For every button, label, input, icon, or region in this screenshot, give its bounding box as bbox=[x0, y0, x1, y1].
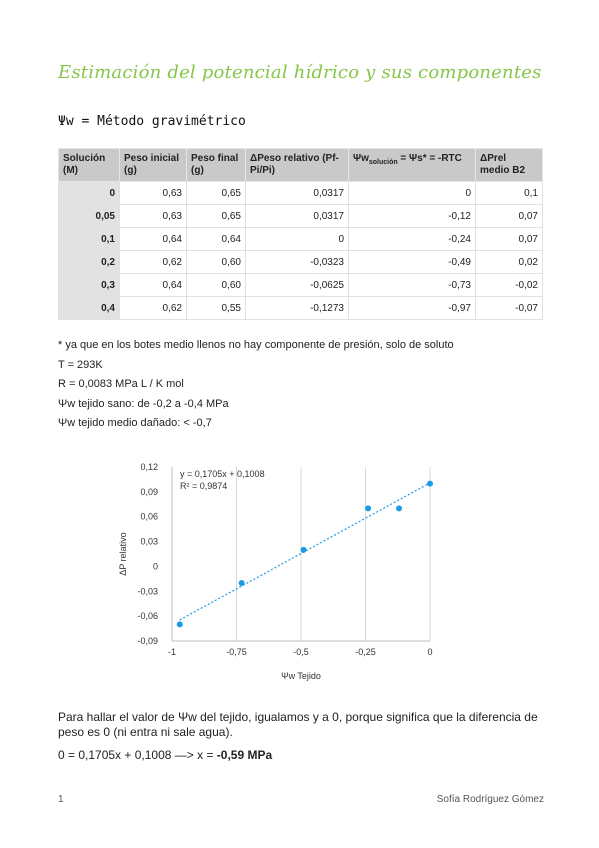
table-cell: 0,64 bbox=[187, 228, 246, 251]
y-tick-label: -0,03 bbox=[137, 586, 158, 597]
table-cell: -0,24 bbox=[349, 228, 476, 251]
data-table bbox=[58, 148, 543, 320]
data-point bbox=[177, 621, 183, 627]
header-peso-final: Peso final (g) bbox=[187, 149, 246, 182]
chart-annotation: R² = 0,9874 bbox=[180, 481, 228, 491]
table-cell: 0,3 bbox=[59, 274, 120, 297]
data-point bbox=[396, 505, 402, 511]
header-peso-inicial: Peso inicial (g) bbox=[120, 149, 187, 182]
table-cell: 0,0317 bbox=[246, 205, 349, 228]
note-temperature: T = 293K bbox=[58, 358, 103, 371]
equation bbox=[58, 748, 272, 762]
table-cell: 0,55 bbox=[187, 297, 246, 320]
header-psi-solucion bbox=[349, 149, 476, 182]
table-cell: 0,1 bbox=[59, 228, 120, 251]
table-cell: 0,02 bbox=[476, 251, 543, 274]
table-row bbox=[59, 251, 543, 274]
y-tick-label: 0,12 bbox=[140, 462, 158, 472]
x-axis-label: Ψw Tejido bbox=[281, 671, 321, 681]
table-cell: 0,62 bbox=[120, 251, 187, 274]
x-tick-label: -0,5 bbox=[293, 647, 309, 657]
x-tick-label: -0,75 bbox=[226, 647, 247, 657]
table-cell: -0,02 bbox=[476, 274, 543, 297]
chart-annotation: y = 0,1705x + 0,1008 bbox=[180, 469, 265, 479]
note-presion: * ya que en los botes medio llenos no hay componente de presión, solo de soluto bbox=[58, 339, 454, 351]
table-cell: 0,64 bbox=[120, 228, 187, 251]
explanation-paragraph: Para hallar el valor de Ψw del tejido, igualamos y a 0, porque significa que la diferencia de peso es 0 (ni entra ni sale agua). bbox=[58, 710, 538, 739]
y-tick-label: -0,06 bbox=[137, 611, 158, 622]
table-row bbox=[59, 205, 543, 228]
y-axis-label: ΔP relativo bbox=[118, 532, 128, 576]
x-tick-label: -0,25 bbox=[355, 647, 376, 657]
table-cell: 0 bbox=[349, 182, 476, 205]
note-tejido-danado: Ψw tejido medio dañado: < -0,7 bbox=[58, 417, 212, 429]
y-tick-label: 0,03 bbox=[140, 536, 158, 547]
table-cell: 0,63 bbox=[120, 182, 187, 205]
y-tick-label: 0,06 bbox=[140, 511, 158, 522]
header-psi-main: Ψw bbox=[353, 153, 369, 164]
page-number: 1 bbox=[58, 794, 64, 805]
table-cell: 0,4 bbox=[59, 297, 120, 320]
scatter-chart bbox=[110, 455, 450, 685]
table-cell: 0,07 bbox=[476, 228, 543, 251]
section-subtitle: Ψw = Método gravimétrico bbox=[58, 114, 246, 129]
notes bbox=[58, 336, 454, 434]
note-tejido-sano: Ψw tejido sano: de -0,2 a -0,4 MPa bbox=[58, 397, 229, 410]
table-cell: -0,12 bbox=[349, 205, 476, 228]
data-point bbox=[239, 580, 245, 586]
table-cell: -0,07 bbox=[476, 297, 543, 320]
table-cell: -0,0323 bbox=[246, 251, 349, 274]
table-cell: -0,73 bbox=[349, 274, 476, 297]
equation-prefix: 0 = 0,1705x + 0,1008 —> x = bbox=[58, 748, 217, 762]
page-title: Estimación del potencial hídrico y sus componentes bbox=[58, 62, 542, 83]
table-cell: 0,63 bbox=[120, 205, 187, 228]
header-delta-prel: ΔPrel medio B2 bbox=[476, 149, 543, 182]
table-row bbox=[59, 228, 543, 251]
table-row bbox=[59, 182, 543, 205]
table-cell: 0,1 bbox=[476, 182, 543, 205]
table-cell: 0 bbox=[246, 228, 349, 251]
table-cell: 0,07 bbox=[476, 205, 543, 228]
table-cell: 0,64 bbox=[120, 274, 187, 297]
table-row bbox=[59, 297, 543, 320]
y-tick-label: -0,09 bbox=[137, 636, 158, 646]
table-cell: -0,1273 bbox=[246, 297, 349, 320]
header-solucion: Solución (M) bbox=[59, 149, 120, 182]
table-cell: 0,0317 bbox=[246, 182, 349, 205]
table-cell: 0,05 bbox=[59, 205, 120, 228]
data-point bbox=[365, 505, 371, 511]
y-tick-label: 0,09 bbox=[140, 486, 158, 497]
data-point bbox=[427, 481, 433, 487]
header-psi-rest: = Ψs* = -RTC bbox=[397, 153, 462, 164]
table-cell: 0,60 bbox=[187, 274, 246, 297]
author-name: Sofía Rodríguez Gómez bbox=[436, 794, 544, 805]
note-gas-constant: R = 0,0083 MPa L / K mol bbox=[58, 378, 184, 390]
equation-result: -0,59 MPa bbox=[216, 748, 273, 762]
y-tick-label: 0 bbox=[152, 561, 158, 572]
x-tick-label: -1 bbox=[167, 647, 177, 657]
table-header-row bbox=[59, 149, 543, 182]
x-tick-label: 0 bbox=[427, 647, 433, 657]
header-psi-sub: solución bbox=[368, 159, 398, 166]
table-cell: -0,0625 bbox=[246, 274, 349, 297]
table-cell: 0 bbox=[59, 182, 120, 205]
data-point bbox=[301, 547, 307, 553]
table-row bbox=[59, 274, 543, 297]
table-cell: 0,60 bbox=[187, 251, 246, 274]
table-cell: 0,65 bbox=[187, 182, 246, 205]
table-cell: -0,97 bbox=[349, 297, 476, 320]
table-cell: 0,2 bbox=[59, 251, 120, 274]
header-delta-peso: ΔPeso relativo (Pf-Pi/Pi) bbox=[246, 149, 349, 182]
table-cell: 0,65 bbox=[187, 205, 246, 228]
table-cell: 0,62 bbox=[120, 297, 187, 320]
table-cell: -0,49 bbox=[349, 251, 476, 274]
